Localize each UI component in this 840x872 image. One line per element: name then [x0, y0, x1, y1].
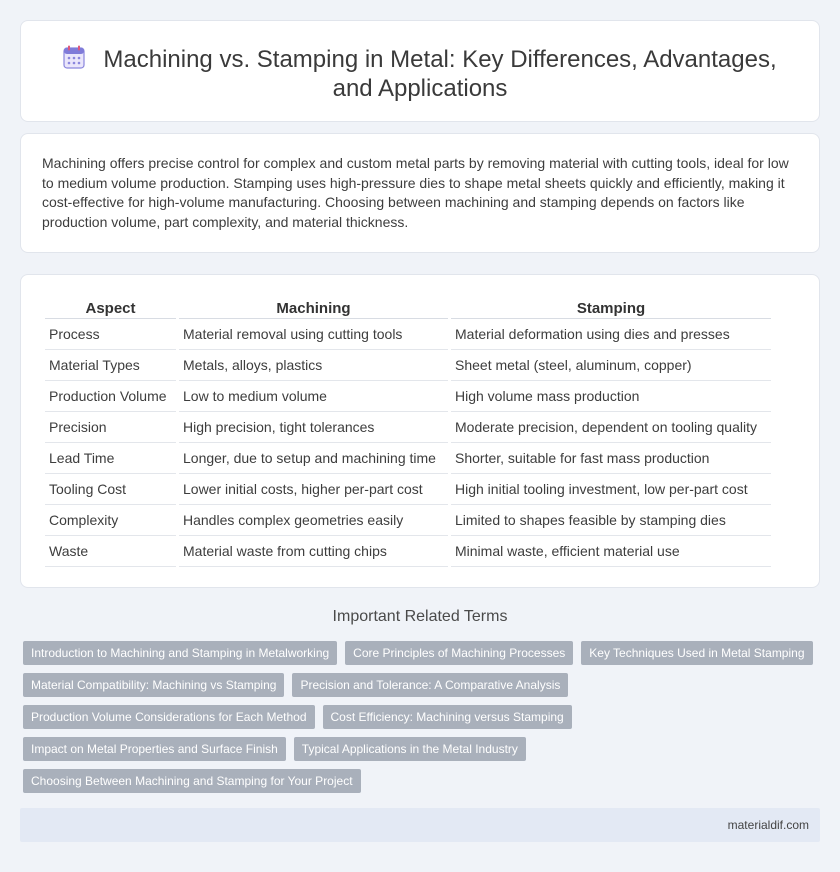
- aspect-cell: Tooling Cost: [45, 474, 176, 505]
- title-line-1: Machining vs. Stamping in Metal: Key Differences, Advantages,: [103, 46, 777, 73]
- related-term-link[interactable]: Typical Applications in the Metal Industry: [294, 737, 526, 761]
- related-terms-title: Important Related Terms: [332, 608, 508, 625]
- header-stamping: Stamping: [451, 295, 771, 319]
- table-row: [45, 505, 771, 536]
- table-row: [45, 350, 771, 381]
- related-term-link[interactable]: Choosing Between Machining and Stamping for Your Project: [23, 769, 361, 793]
- footer-site-link[interactable]: materialdif.com: [727, 818, 809, 832]
- table-row: [45, 412, 771, 443]
- machining-cell: Material removal using cutting tools: [179, 319, 448, 350]
- title-card: [20, 20, 820, 122]
- comparison-card: [20, 274, 820, 588]
- related-term-link[interactable]: Introduction to Machining and Stamping in Metalworking: [23, 641, 337, 665]
- aspect-cell: Production Volume: [45, 381, 176, 412]
- table-row: [45, 381, 771, 412]
- related-term-link[interactable]: Key Techniques Used in Metal Stamping: [581, 641, 812, 665]
- related-term-link[interactable]: Precision and Tolerance: A Comparative Analysis: [292, 673, 568, 697]
- related-terms-list: [23, 641, 823, 793]
- table-row: [45, 474, 771, 505]
- aspect-cell: Complexity: [45, 505, 176, 536]
- stamping-cell: Shorter, suitable for fast mass production: [451, 443, 771, 474]
- stamping-cell: Material deformation using dies and presses: [451, 319, 771, 350]
- stamping-cell: Minimal waste, efficient material use: [451, 536, 771, 567]
- machining-cell: Handles complex geometries easily: [179, 505, 448, 536]
- comparison-table: [42, 295, 774, 567]
- table-row: [45, 443, 771, 474]
- calendar-icon: [63, 45, 85, 69]
- machining-cell: Lower initial costs, higher per-part cost: [179, 474, 448, 505]
- machining-cell: High precision, tight tolerances: [179, 412, 448, 443]
- stamping-cell: Sheet metal (steel, aluminum, copper): [451, 350, 771, 381]
- intro-paragraph: Machining offers precise control for complex and custom metal parts by removing material with cutting tools, ideal for low to medium volume production. Stamping uses high-pressure dies to shape metal sheets quickly and efficiently, making it cost-effective for high-volume manufacturing. Choosing between machining and stamping depends on factors like production volume, part complexity, and material thickness.: [42, 155, 789, 230]
- page-title: [21, 45, 819, 103]
- table-row: [45, 536, 771, 567]
- aspect-cell: Process: [45, 319, 176, 350]
- stamping-cell: High initial tooling investment, low per-part cost: [451, 474, 771, 505]
- aspect-cell: Precision: [45, 412, 176, 443]
- aspect-cell: Material Types: [45, 350, 176, 381]
- related-term-link[interactable]: Material Compatibility: Machining vs Stamping: [23, 673, 284, 697]
- related-term-link[interactable]: Production Volume Considerations for Each Method: [23, 705, 315, 729]
- machining-cell: Material waste from cutting chips: [179, 536, 448, 567]
- table-row: [45, 319, 771, 350]
- stamping-cell: Moderate precision, dependent on tooling quality: [451, 412, 771, 443]
- title-line-2: and Applications: [332, 75, 508, 102]
- machining-cell: Longer, due to setup and machining time: [179, 443, 448, 474]
- aspect-cell: Waste: [45, 536, 176, 567]
- related-term-link[interactable]: Impact on Metal Properties and Surface Finish: [23, 737, 286, 761]
- related-term-link[interactable]: Cost Efficiency: Machining versus Stamping: [323, 705, 572, 729]
- footer: [20, 808, 820, 842]
- header-machining: Machining: [179, 295, 448, 319]
- machining-cell: Metals, alloys, plastics: [179, 350, 448, 381]
- stamping-cell: Limited to shapes feasible by stamping dies: [451, 505, 771, 536]
- machining-cell: Low to medium volume: [179, 381, 448, 412]
- intro-card: [20, 133, 820, 253]
- aspect-cell: Lead Time: [45, 443, 176, 474]
- table-header-row: [45, 295, 771, 319]
- stamping-cell: High volume mass production: [451, 381, 771, 412]
- header-aspect: Aspect: [45, 295, 176, 319]
- related-term-link[interactable]: Core Principles of Machining Processes: [345, 641, 573, 665]
